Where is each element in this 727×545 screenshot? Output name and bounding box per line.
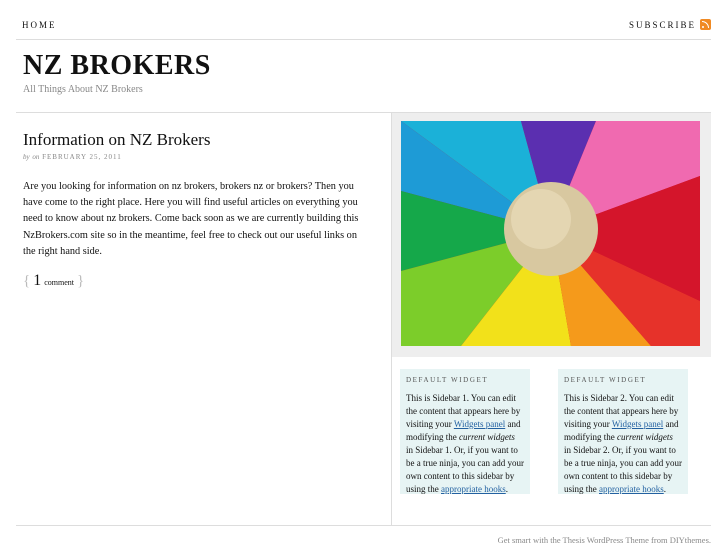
top-nav <box>0 0 727 48</box>
byline-author: on <box>32 153 40 161</box>
subscribe-link[interactable] <box>629 19 711 30</box>
footer-credit: Get smart with the Thesis WordPress Theme from DIYthemes. <box>497 535 711 545</box>
widget-emphasis: current widgets <box>459 432 515 442</box>
post-title[interactable]: Information on NZ Brokers <box>23 130 211 149</box>
widget-text: and modifying the <box>406 419 521 442</box>
nav-home-link[interactable]: HOME <box>22 20 57 30</box>
widget-title: DEFAULT WIDGET <box>564 376 647 384</box>
widget-body <box>564 392 682 496</box>
post-date: FEBRUARY 25, 2011 <box>42 153 122 161</box>
widget-text: in Sidebar 1. Or, if you want to be a true ninja, you can add your own content to this sidebar by using the <box>406 445 524 494</box>
rss-icon <box>700 19 711 30</box>
widget-text: This is Sidebar 2. You can edit the content that appears here by visiting your <box>564 393 679 429</box>
appropriate-hooks-link[interactable]: appropriate hooks <box>599 484 664 494</box>
widgets-panel-link[interactable]: Widgets panel <box>453 419 506 429</box>
subscribe-label: SUBSCRIBE <box>628 19 696 30</box>
widget-body <box>406 392 524 496</box>
nav-divider <box>16 39 711 40</box>
widget-text: and modifying the <box>564 419 679 442</box>
widgets-panel-link[interactable]: Widgets panel <box>611 419 664 429</box>
sidebar-2-widget <box>558 369 688 494</box>
feature-image <box>401 121 700 346</box>
site-title[interactable]: NZ BROKERS <box>23 50 211 81</box>
post-body: Are you looking for information on nz brokers, brokers nz or brokers? Then you have come to the right place. Here you will find useful articles on everything you need to know about nz brokers. Come back soon as we are currently building this NzBrokers.com site so in the meantime, feel free to check out our useful links on the right hand side. <box>23 181 359 257</box>
widget-text: . <box>663 484 666 494</box>
widget-title: DEFAULT WIDGET <box>406 376 489 384</box>
widget-text: in Sidebar 2. Or, if you want to be a true ninja, you can add your own content to this sidebar by using the <box>564 445 682 494</box>
byline-by: by <box>23 153 30 161</box>
comments-open-brace: { <box>23 273 31 289</box>
widget-text: . <box>505 484 508 494</box>
comment-label: comment <box>44 278 74 287</box>
sidebar-1-widget <box>400 369 530 494</box>
widget-text: This is Sidebar 1. You can edit the content that appears here by visiting your <box>406 393 521 429</box>
post-byline <box>23 153 122 161</box>
widget-emphasis: current widgets <box>617 432 673 442</box>
footer-divider <box>16 525 711 526</box>
comment-count: 1 <box>33 272 42 289</box>
comments-close-brace: } <box>76 273 85 289</box>
appropriate-hooks-link[interactable]: appropriate hooks <box>441 484 506 494</box>
site-tagline: All Things About NZ Brokers <box>23 84 143 95</box>
comments-link[interactable] <box>23 272 84 290</box>
